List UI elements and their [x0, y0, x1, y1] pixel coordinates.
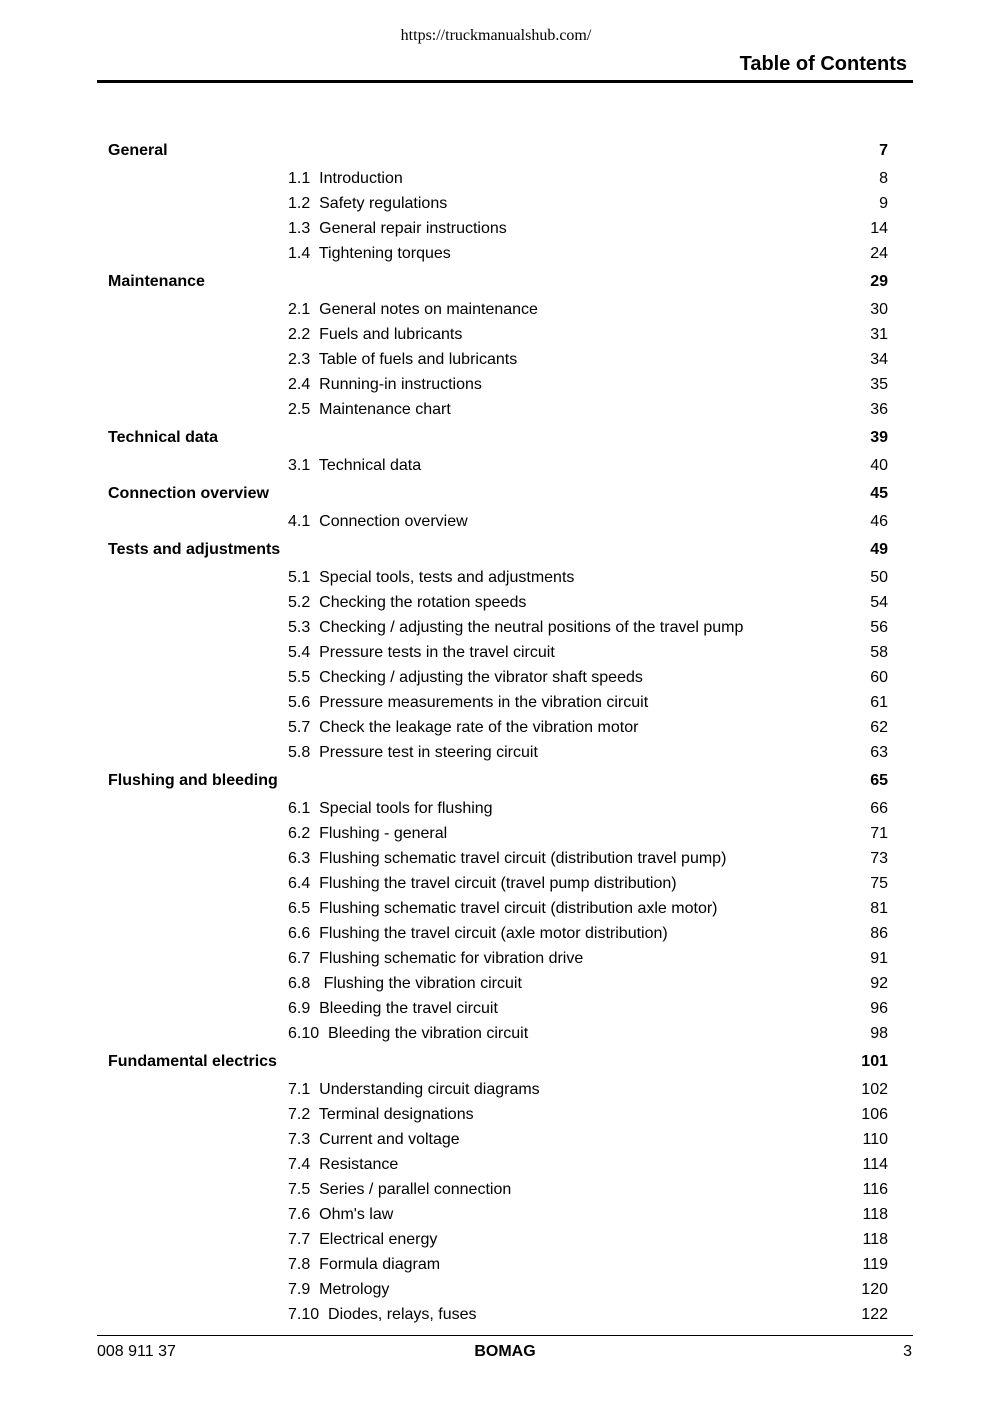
toc-section[interactable] [108, 615, 888, 640]
toc-section[interactable] [108, 397, 888, 422]
section-page-number: 98 [870, 1024, 888, 1042]
toc-section[interactable] [108, 690, 888, 715]
chapter-page-number: 101 [861, 1052, 888, 1070]
section-page-number: 119 [862, 1255, 888, 1273]
chapter-page-number: 7 [879, 141, 888, 159]
section-title: 1.4 Tightening torques [288, 244, 451, 262]
section-title: 6.10 Bleeding the vibration circuit [288, 1024, 529, 1042]
section-page-number: 96 [870, 999, 888, 1017]
chapter-page-number: 39 [870, 428, 888, 446]
section-page-number: 60 [870, 668, 888, 686]
toc-section[interactable] [108, 1177, 888, 1202]
document-number: 008 911 37 [97, 1343, 176, 1360]
section-title: 5.5 Checking / adjusting the vibrator shaft speeds [288, 668, 643, 686]
section-title: 5.2 Checking the rotation speeds [288, 593, 527, 611]
header-divider [97, 80, 913, 83]
section-page-number: 92 [870, 974, 888, 992]
section-title: 2.5 Maintenance chart [288, 400, 451, 418]
section-page-number: 86 [870, 924, 888, 942]
toc-chapter[interactable] [108, 481, 888, 506]
section-page-number: 46 [870, 512, 888, 530]
section-title: 6.9 Bleeding the travel circuit [288, 999, 498, 1017]
section-page-number: 31 [870, 325, 888, 343]
toc-section[interactable] [108, 715, 888, 740]
chapter-title: Technical data [108, 428, 218, 446]
section-title: 7.5 Series / parallel connection [288, 1180, 512, 1198]
toc-section[interactable] [108, 322, 888, 347]
section-page-number: 116 [862, 1180, 888, 1198]
source-url[interactable]: https://truckmanualshub.com/ [400, 27, 592, 44]
chapter-title: Flushing and bleeding [108, 771, 278, 789]
chapter-page-number: 65 [870, 771, 888, 789]
toc-section[interactable] [108, 1202, 888, 1227]
section-title: 5.7 Check the leakage rate of the vibration motor [288, 718, 639, 736]
section-title: 7.6 Ohm's law [288, 1205, 394, 1223]
toc-section[interactable] [108, 665, 888, 690]
section-title: 2.4 Running-in instructions [288, 375, 482, 393]
section-title: 6.8 Flushing the vibration circuit [288, 974, 522, 992]
section-title: 2.1 General notes on maintenance [288, 300, 538, 318]
section-page-number: 91 [870, 949, 888, 967]
section-title: 6.6 Flushing the travel circuit (axle motor distribution) [288, 924, 668, 942]
section-page-number: 34 [870, 350, 888, 368]
chapter-page-number: 45 [870, 484, 888, 502]
toc-section[interactable] [108, 896, 888, 921]
section-page-number: 36 [870, 400, 888, 418]
section-title: 7.1 Understanding circuit diagrams [288, 1080, 540, 1098]
toc-section[interactable] [108, 1302, 888, 1327]
toc-section[interactable] [108, 509, 888, 534]
section-title: 4.1 Connection overview [288, 512, 468, 530]
toc-section[interactable] [108, 740, 888, 765]
section-title: 7.4 Resistance [288, 1155, 399, 1173]
toc-chapter[interactable] [108, 138, 888, 163]
toc-chapter[interactable] [108, 425, 888, 450]
section-page-number: 73 [870, 849, 888, 867]
section-title: 3.1 Technical data [288, 456, 422, 474]
section-title: 1.2 Safety regulations [288, 194, 448, 212]
table-of-contents [108, 138, 888, 1327]
section-title: 5.3 Checking / adjusting the neutral positions of the travel pump [288, 618, 744, 636]
section-page-number: 62 [870, 718, 888, 736]
section-page-number: 63 [870, 743, 888, 761]
section-title: 7.8 Formula diagram [288, 1255, 441, 1273]
section-title: 6.4 Flushing the travel circuit (travel pump distribution) [288, 874, 677, 892]
toc-section[interactable] [108, 565, 888, 590]
toc-section[interactable] [108, 796, 888, 821]
section-title: 5.1 Special tools, tests and adjustments [288, 568, 575, 586]
section-title: 7.9 Metrology [288, 1280, 390, 1298]
section-page-number: 114 [862, 1155, 888, 1173]
toc-section[interactable] [108, 640, 888, 665]
toc-chapter[interactable] [108, 537, 888, 562]
chapter-page-number: 29 [870, 272, 888, 290]
page-title: Table of Contents [739, 53, 907, 75]
toc-section[interactable] [108, 1102, 888, 1127]
section-page-number: 54 [870, 593, 888, 611]
section-page-number: 75 [870, 874, 888, 892]
section-title: 5.4 Pressure tests in the travel circuit [288, 643, 555, 661]
toc-section[interactable] [108, 590, 888, 615]
toc-section[interactable] [108, 846, 888, 871]
toc-section[interactable] [108, 347, 888, 372]
section-page-number: 61 [870, 693, 888, 711]
section-page-number: 71 [870, 824, 888, 842]
toc-section[interactable] [108, 1277, 888, 1302]
page-number: 3 [903, 1343, 912, 1360]
section-page-number: 56 [870, 618, 888, 636]
section-page-number: 102 [861, 1080, 888, 1098]
section-page-number: 50 [870, 568, 888, 586]
toc-chapter[interactable] [108, 269, 888, 294]
toc-chapter[interactable] [108, 768, 888, 793]
toc-section[interactable] [108, 1252, 888, 1277]
section-title: 6.2 Flushing - general [288, 824, 448, 842]
toc-section[interactable] [108, 216, 888, 241]
toc-section[interactable] [108, 191, 888, 216]
section-page-number: 120 [861, 1280, 888, 1298]
toc-section[interactable] [108, 971, 888, 996]
chapter-title: Maintenance [108, 272, 205, 290]
section-page-number: 14 [870, 219, 888, 237]
section-page-number: 35 [870, 375, 888, 393]
chapter-title: General [108, 141, 168, 159]
toc-section[interactable] [108, 1227, 888, 1252]
chapter-title: Fundamental electrics [108, 1052, 277, 1070]
section-page-number: 9 [879, 194, 888, 212]
section-title: 1.1 Introduction [288, 169, 403, 187]
toc-section[interactable] [108, 166, 888, 191]
section-title: 7.7 Electrical energy [288, 1230, 438, 1248]
toc-section[interactable] [108, 453, 888, 478]
toc-section[interactable] [108, 1021, 888, 1046]
footer-divider [97, 1335, 913, 1336]
toc-section[interactable] [108, 372, 888, 397]
toc-chapter[interactable] [108, 1049, 888, 1074]
section-page-number: 110 [862, 1130, 888, 1148]
section-page-number: 81 [870, 899, 888, 917]
section-page-number: 66 [870, 799, 888, 817]
section-page-number: 24 [870, 244, 888, 262]
toc-section[interactable] [108, 1077, 888, 1102]
chapter-page-number: 49 [870, 540, 888, 558]
section-title: 7.3 Current and voltage [288, 1130, 460, 1148]
section-title: 6.3 Flushing schematic travel circuit (distribution travel pump) [288, 849, 727, 867]
toc-section[interactable] [108, 297, 888, 322]
chapter-title: Connection overview [108, 484, 269, 502]
section-title: 2.2 Fuels and lubricants [288, 325, 463, 343]
toc-section[interactable] [108, 921, 888, 946]
toc-section[interactable] [108, 1152, 888, 1177]
section-title: 6.1 Special tools for flushing [288, 799, 493, 817]
section-page-number: 58 [870, 643, 888, 661]
section-page-number: 118 [862, 1205, 888, 1223]
section-page-number: 30 [870, 300, 888, 318]
section-page-number: 118 [862, 1230, 888, 1248]
section-title: 7.2 Terminal designations [288, 1105, 474, 1123]
brand-name: BOMAG [474, 1343, 536, 1360]
section-title: 2.3 Table of fuels and lubricants [288, 350, 518, 368]
toc-section[interactable] [108, 1127, 888, 1152]
section-title: 5.8 Pressure test in steering circuit [288, 743, 538, 761]
toc-section[interactable] [108, 241, 888, 266]
section-page-number: 106 [861, 1105, 888, 1123]
section-title: 1.3 General repair instructions [288, 219, 507, 237]
section-page-number: 40 [870, 456, 888, 474]
toc-section[interactable] [108, 996, 888, 1021]
section-title: 6.7 Flushing schematic for vibration drive [288, 949, 584, 967]
chapter-title: Tests and adjustments [108, 540, 281, 558]
section-title: 5.6 Pressure measurements in the vibration circuit [288, 693, 649, 711]
section-title: 6.5 Flushing schematic travel circuit (distribution axle motor) [288, 899, 718, 917]
toc-section[interactable] [108, 821, 888, 846]
section-title: 7.10 Diodes, relays, fuses [288, 1305, 477, 1323]
toc-section[interactable] [108, 946, 888, 971]
section-page-number: 122 [861, 1305, 888, 1323]
toc-section[interactable] [108, 871, 888, 896]
section-page-number: 8 [879, 169, 888, 187]
